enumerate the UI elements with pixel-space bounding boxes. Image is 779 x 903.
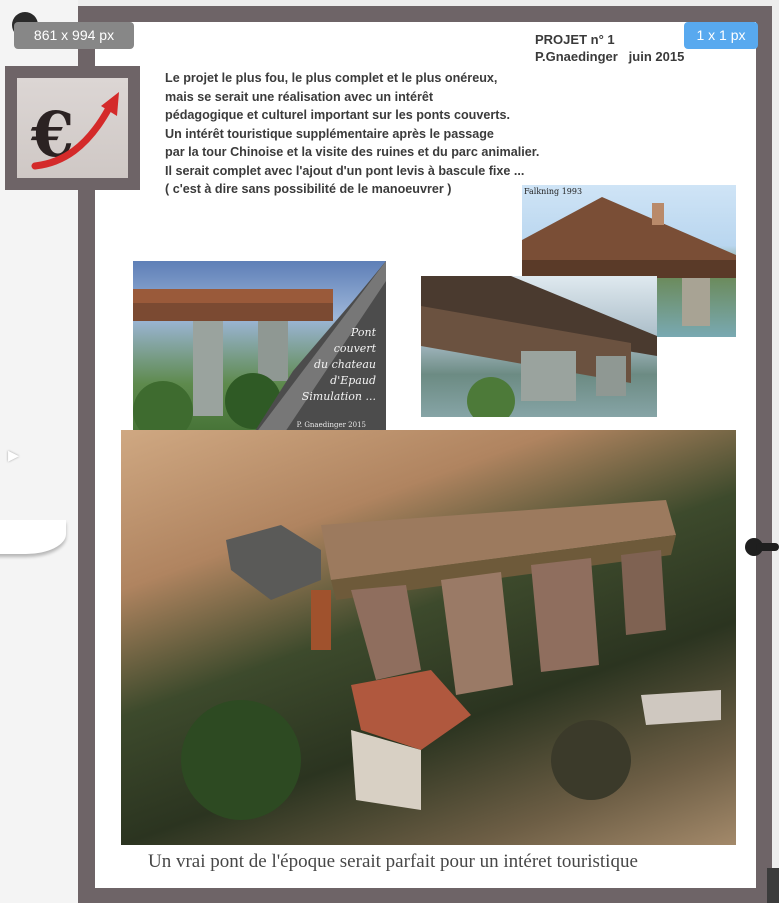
intro-line: Un intérêt touristique supplémentaire après le passage: [165, 126, 494, 141]
image-size-badge: 861 x 994 px: [14, 22, 134, 49]
intro-text: [165, 69, 615, 199]
simulation-caption: [296, 325, 376, 405]
euro-growth-icon: [17, 78, 128, 178]
photo-simulation: [133, 261, 386, 450]
document-header: [535, 31, 684, 65]
chevron-left-icon[interactable]: ▸: [8, 442, 20, 467]
simulation-caption-line: Pont: [350, 326, 376, 339]
author-date: P.Gnaedinger juin 2015: [535, 49, 685, 64]
intro-line: ( c'est à dire sans possibilité de le manoeuvrer ): [165, 182, 452, 196]
drag-handle-icon[interactable]: [744, 537, 779, 557]
bottom-caption: Un vrai pont de l'époque serait parfait pour un intéret touristique: [148, 851, 638, 872]
scrollbar[interactable]: [767, 868, 779, 903]
simulation-stamp: P. Gnaedinger 2015: [296, 421, 366, 429]
photo-stamp: Falkning 1993: [524, 187, 583, 196]
simulation-caption-line: du chateau: [314, 358, 376, 371]
intro-line: mais se serait une réalisation avec un intérêt: [165, 89, 434, 104]
simulation-caption-line: Simulation ...: [301, 390, 376, 403]
project-label: PROJET n° 1: [535, 32, 615, 47]
simulation-caption-line: couvert: [333, 342, 376, 355]
intro-line: par la tour Chinoise et la visite des ruines et du parc animalier.: [165, 145, 540, 159]
euro-icon-box: [5, 66, 140, 190]
photo-bridge-aerial: [121, 430, 736, 845]
intro-line: Le projet le plus fou, le plus complet et le plus onéreux,: [165, 71, 498, 85]
photo-covered-bridge-2: [421, 276, 657, 417]
simulation-caption-line: d'Epaud: [330, 374, 376, 387]
intro-line: Il serait complet avec l'ajout d'un pont levis à bascule fixe ...: [165, 163, 525, 178]
svg-text:€: €: [31, 98, 75, 171]
intro-line: pédagogique et culturel important sur les ponts couverts.: [165, 108, 510, 122]
zoom-badge[interactable]: 1 x 1 px: [684, 22, 758, 49]
